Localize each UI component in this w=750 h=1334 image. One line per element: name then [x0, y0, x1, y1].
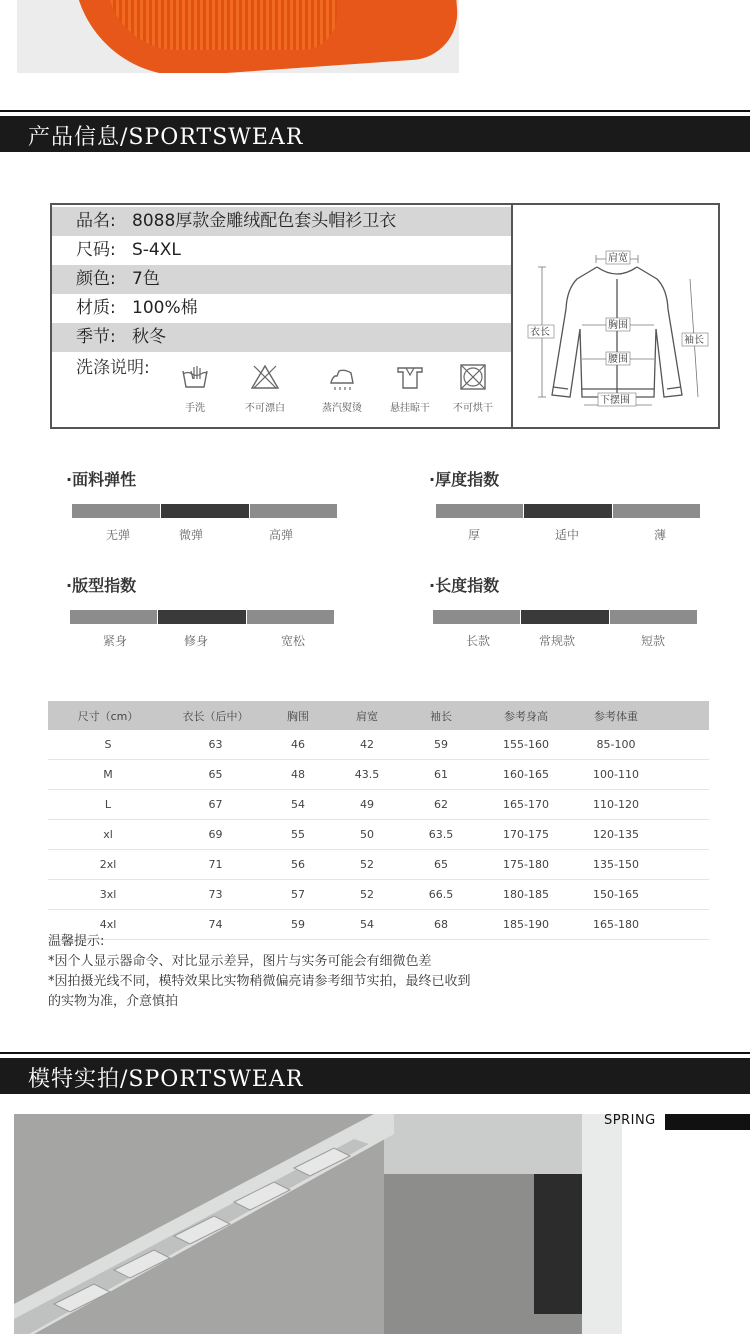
care-hand-wash: 手洗 — [165, 363, 225, 414]
col-chest: 胸围 — [263, 701, 333, 730]
length-label-2: 常规款 — [538, 634, 575, 648]
hang-dry-icon — [395, 363, 425, 391]
tips-line-2: *因拍摄光线不同，模特效果比实物稍微偏亮请参考细节实拍，最终已收到的实物为准，介意慎拍 — [48, 974, 471, 1009]
fit-label-2: 修身 — [183, 634, 208, 648]
product-photo-top — [17, 0, 459, 73]
thickness-seg-1 — [436, 504, 523, 518]
diagram-chest: 胸围 — [608, 320, 628, 331]
banner-line — [0, 110, 750, 112]
hand-wash-icon — [180, 363, 210, 391]
no-tumble-dry-icon — [458, 363, 488, 391]
table-row: 3xl 73 57 52 66.5 180-185 150-165 — [48, 880, 709, 910]
care-hang-dry: 悬挂晾干 — [380, 363, 440, 414]
banner-line — [0, 1052, 750, 1054]
index-title-elasticity: ·面料弹性 — [66, 470, 137, 489]
garment-diagram — [522, 219, 712, 409]
info-divider — [511, 205, 513, 427]
thickness-seg-3 — [613, 504, 700, 518]
info-row-name: 品名: 8088厚款金雕绒配色套头帽衫卫衣 — [52, 207, 511, 236]
tips-line-1: *因个人显示器命令、对比显示差异，图片与实务可能会有细微色差 — [48, 954, 432, 969]
fit-seg-3 — [247, 610, 334, 624]
fit-label-1: 紧身 — [102, 634, 127, 648]
col-shoulder: 肩宽 — [333, 701, 401, 730]
model-photo — [14, 1114, 622, 1334]
info-row-color: 颜色: 7色 — [52, 265, 511, 294]
length-seg-2 — [521, 610, 609, 624]
diagram-sleeve: 袖长 — [684, 335, 704, 346]
care-no-bleach: 不可漂白 — [235, 363, 295, 414]
elasticity-seg-1 — [72, 504, 160, 518]
length-seg-1 — [433, 610, 520, 624]
diagram-waist: 腰围 — [608, 354, 628, 365]
info-row-season: 季节: 秋冬 — [52, 323, 511, 352]
info-row-size: 尺码: S-4XL — [76, 240, 181, 260]
col-size: 尺寸（cm） — [48, 701, 168, 730]
banner-title: 产品信息/SPORTSWEAR — [28, 125, 304, 150]
table-row: S 63 46 42 59 155-160 85-100 — [48, 730, 709, 760]
steam-iron-icon — [327, 363, 357, 391]
size-table — [48, 701, 709, 940]
diagram-hem: 下摆围 — [600, 395, 630, 406]
col-length: 衣长（后中） — [168, 701, 263, 730]
index-title-thickness: ·厚度指数 — [429, 470, 500, 489]
thickness-label-1: 厚 — [467, 528, 480, 542]
product-info-banner — [0, 116, 750, 152]
care-label: 洗涤说明: — [76, 358, 150, 378]
product-info-box — [50, 203, 720, 429]
diagram-length: 衣长 — [530, 327, 550, 338]
spring-label: SPRING — [604, 1113, 656, 1128]
index-title-length: ·长度指数 — [429, 576, 500, 595]
col-sleeve: 袖长 — [401, 701, 481, 730]
care-steam-iron: 蒸汽熨烫 — [312, 363, 372, 414]
spring-bar — [665, 1114, 750, 1130]
thickness-seg-2 — [524, 504, 612, 518]
elasticity-label-1: 无弹 — [105, 528, 130, 542]
diagram-shoulder: 肩宽 — [608, 253, 628, 264]
elasticity-seg-2 — [161, 504, 249, 518]
length-seg-3 — [610, 610, 697, 624]
info-row-material: 材质: 100%棉 — [76, 298, 198, 318]
elasticity-label-3: 高弹 — [268, 528, 293, 542]
no-bleach-icon — [250, 363, 280, 391]
table-row: L 67 54 49 62 165-170 110-120 — [48, 790, 709, 820]
tips-title: 温馨提示: — [48, 934, 105, 949]
col-height: 参考身高 — [481, 701, 571, 730]
elasticity-label-2: 微弹 — [178, 528, 203, 542]
col-weight: 参考体重 — [571, 701, 661, 730]
model-photo-banner — [0, 1058, 750, 1094]
care-no-tumble-dry: 不可烘干 — [443, 363, 503, 414]
tips-block — [48, 932, 478, 1012]
thickness-label-3: 薄 — [653, 528, 666, 542]
table-row: xl 69 55 50 63.5 170-175 120-135 — [48, 820, 709, 850]
length-label-1: 长款 — [465, 634, 490, 648]
banner-title: 模特实拍/SPORTSWEAR — [28, 1067, 304, 1092]
fit-seg-2 — [158, 610, 246, 624]
size-table-header — [48, 701, 709, 730]
fit-seg-1 — [70, 610, 157, 624]
index-title-fit: ·版型指数 — [66, 576, 137, 595]
thickness-label-2: 适中 — [554, 528, 579, 542]
table-row: M 65 48 43.5 61 160-165 100-110 — [48, 760, 709, 790]
table-row: 2xl 71 56 52 65 175-180 135-150 — [48, 850, 709, 880]
fit-label-3: 宽松 — [280, 634, 305, 648]
table-row: 4xl 74 59 54 68 185-190 165-180 — [48, 910, 709, 940]
length-label-3: 短款 — [640, 634, 665, 648]
elasticity-seg-3 — [250, 504, 337, 518]
